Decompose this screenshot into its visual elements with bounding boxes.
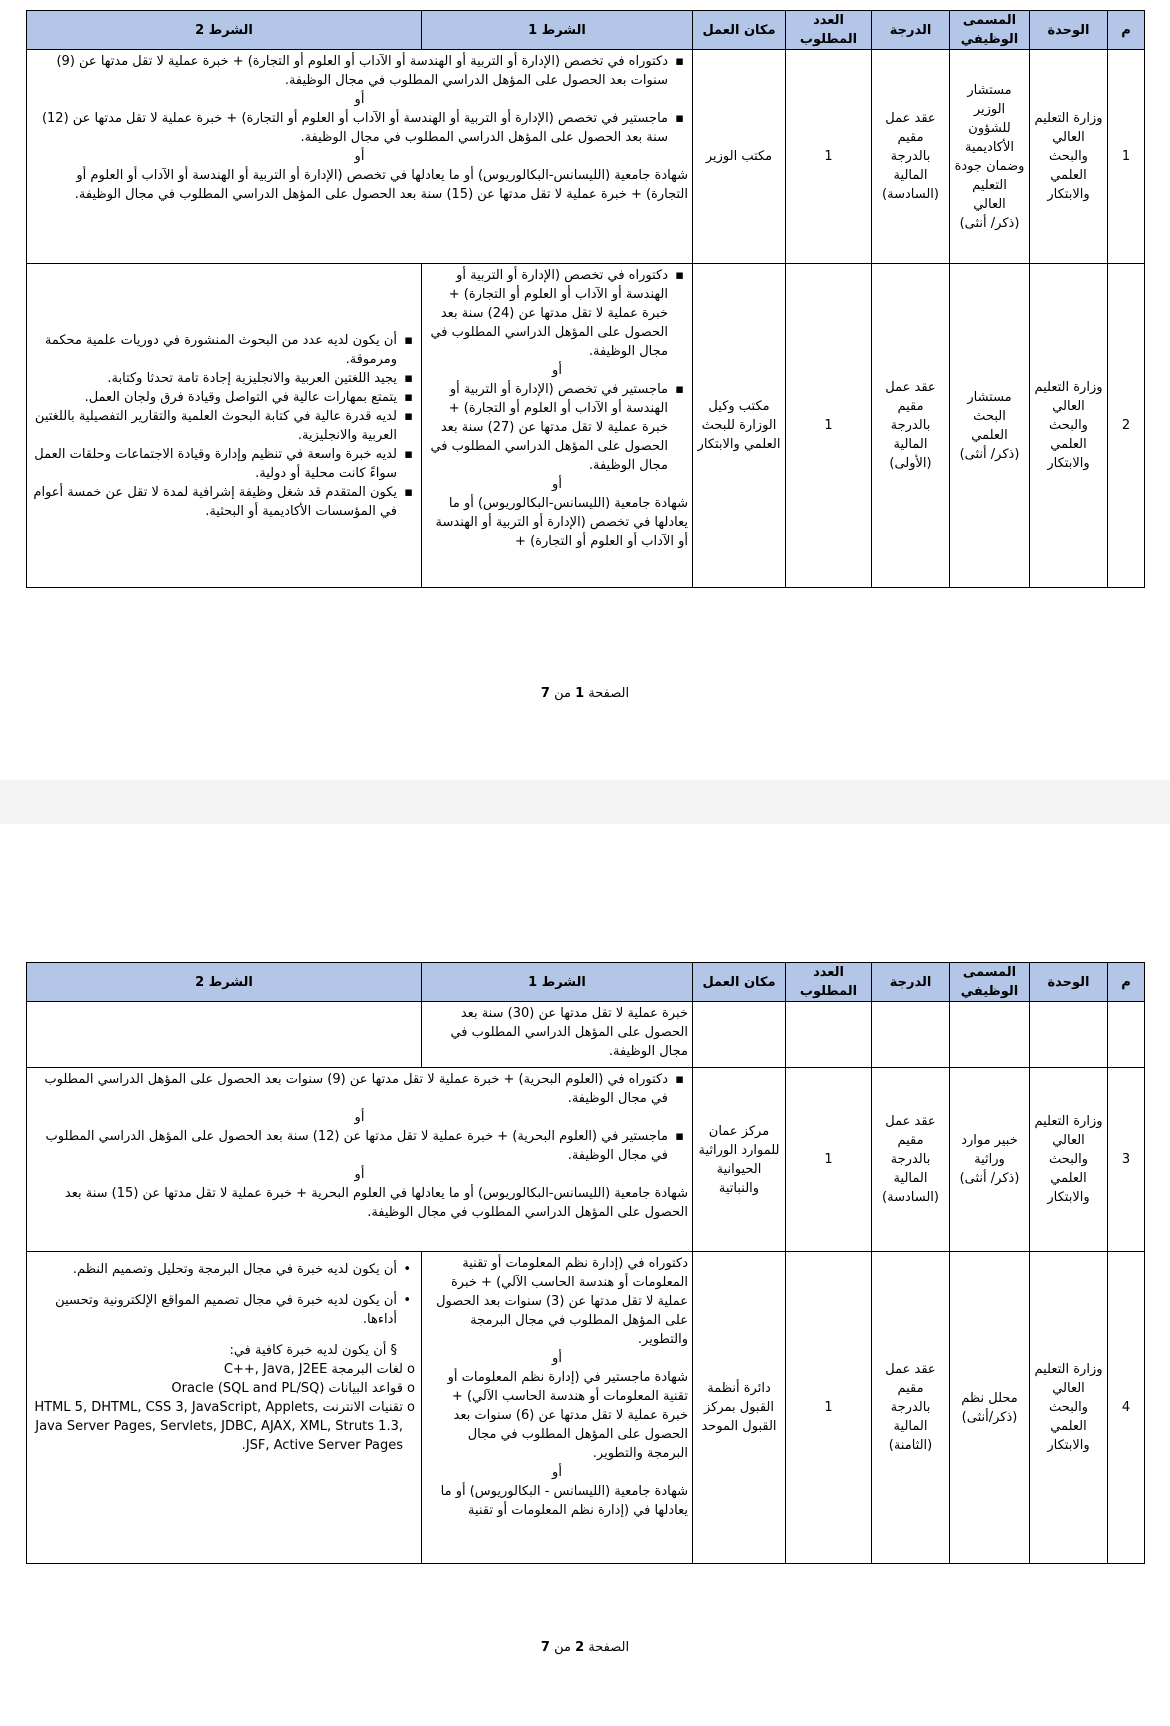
footer-of: من	[554, 686, 571, 701]
job-title-cell	[950, 1068, 1030, 1252]
page-separator	[0, 780, 1170, 824]
footer-page-number: 2	[575, 1640, 585, 1655]
continued-condition: خبرة عملية لا تقل مدتها عن (30) سنة بعد الحصول على المؤهل الدراسي المطلوب في مجال الوظيفة.	[422, 1002, 693, 1068]
job-title-cell	[950, 264, 1030, 588]
place-cell: مركز عمان للموارد الوراثية الحيوانية والنباتية	[693, 1068, 786, 1252]
or-separator: أو	[354, 149, 365, 164]
condition-masters: شهادة ماجستير في (إدارة نظم المعلومات أو تقنية المعلومات أو هندسة الحاسب الآلي) + خبرة عملية لا تقل مدتها عن (6) سنوات بعد الحصول على المؤهل المطلوب في مجال البرمجة والتطوير.	[447, 1370, 688, 1461]
header-title: المسمى الوظيفي	[950, 11, 1030, 50]
header-m: م	[1108, 963, 1145, 1002]
condition-doctorate: ▪ دكتوراه في (العلوم البحرية) + خبرة عملية لا تقل مدتها عن (9) سنوات بعد الحصول على المؤهل الدراسي المطلوب في مجال الوظيفة.	[31, 1070, 688, 1108]
table-row-continued	[27, 1002, 1145, 1068]
requirement-item: • أن يكون لديه خبرة في مجال تصميم المواقع الإلكترونية وتحسين أداءها.	[31, 1291, 417, 1329]
job-title-cell	[950, 50, 1030, 264]
condition-doctorate: ▪ دكتوراه في تخصص (الإدارة أو التربية أو الهندسة أو الآداب أو العلوم أو التجارة) + خبرة عملية لا تقل مدتها عن (9) سنوات بعد الحصول على المؤهل الدراسي المطلوب في مجال الوظيفة.	[31, 52, 688, 90]
empty-cell	[950, 1002, 1030, 1068]
row-number: 1	[1108, 50, 1145, 264]
footer-total-pages: 7	[540, 1640, 550, 1655]
requirement-item: ▪ يتمتع بمهارات عالية في التواصل وقيادة فرق ولجان العمل.	[31, 388, 417, 407]
page-1	[0, 0, 1170, 780]
grade-cell: عقد عمل مقيم بالدرجة المالية (الثامنة)	[872, 1252, 950, 1564]
unit-cell: وزارة التعليم العالي والبحث العلمي والابتكار	[1030, 1252, 1108, 1564]
empty-cell	[1030, 1002, 1108, 1068]
requirement-item: ▪ أن يكون لديه عدد من البحوث المنشورة في دوريات علمية محكمة ومرموقة.	[31, 331, 417, 369]
grade-cell: عقد عمل مقيم بالدرجة المالية (الأولى)	[872, 264, 950, 588]
skill-item: o قواعد البيانات Oracle (SQL and PL/SQ)	[31, 1379, 417, 1398]
condition-masters: ▪ ماجستير في تخصص (الإدارة أو التربية أو الهندسة أو الآداب أو العلوم أو التجارة) + خبرة عملية لا تقل مدتها عن (27) سنة بعد الحصول على المؤهل الدراسي المطلوب في مجال الوظيفة.	[426, 380, 688, 475]
requirement-text: أن يكون لديه خبرة كافية في:	[229, 1343, 387, 1358]
conditions-cell	[27, 1068, 693, 1252]
header-place: مكان العمل	[693, 11, 786, 50]
header-row	[27, 11, 1145, 50]
row-number: 2	[1108, 264, 1145, 588]
header-title: المسمى الوظيفي	[950, 963, 1030, 1002]
requirement-item: ▪ لديه خبرة واسعة في تنظيم وإدارة وقيادة الاجتماعات وحلقات العمل سواءً كانت محلية أو دولية.	[31, 445, 417, 483]
footer-page-number: 1	[575, 686, 585, 701]
or-separator: أو	[552, 363, 562, 378]
header-place: مكان العمل	[693, 963, 786, 1002]
header-grade: الدرجة	[872, 963, 950, 1002]
footer-prefix: الصفحة	[588, 686, 630, 701]
grade-cell: عقد عمل مقيم بالدرجة المالية (السادسة)	[872, 1068, 950, 1252]
count-cell: 1	[786, 264, 872, 588]
grade-cell: عقد عمل مقيم بالدرجة المالية (السادسة)	[872, 50, 950, 264]
count-cell: 1	[786, 50, 872, 264]
header-cond2: الشرط 2	[27, 11, 422, 50]
condition-masters: ▪ ماجستير في تخصص (الإدارة أو التربية أو الهندسة أو الآداب أو العلوم أو التجارة) + خبرة عملية لا تقل مدتها عن (12) سنة بعد الحصول على المؤهل الدراسي المطلوب في مجال الوظيفة.	[31, 109, 688, 147]
header-cond1: الشرط 1	[422, 11, 693, 50]
section-mark: §	[390, 1343, 397, 1358]
gender: (ذكر/ أنثى)	[959, 215, 1020, 231]
job-title: مستشار الوزير للشؤون الأكاديمية وضمان جودة التعليم العالي	[954, 82, 1025, 212]
condition-doctorate: ▪ دكتوراه في تخصص (الإدارة أو التربية أو الهندسة أو الآداب أو العلوم أو التجارة) + خبرة عملية لا تقل مدتها عن (24) سنة بعد الحصول على المؤهل الدراسي المطلوب في مجال الوظيفة.	[426, 266, 688, 361]
condition-masters: ▪ ماجستير في (العلوم البحرية) + خبرة عملية لا تقل مدتها عن (12) سنة بعد الحصول على المؤهل الدراسي المطلوب في مجال الوظيفة.	[31, 1127, 688, 1165]
or-separator: أو	[354, 1167, 365, 1182]
job-title: محلل نظم	[961, 1390, 1018, 1406]
header-grade: الدرجة	[872, 11, 950, 50]
footer-prefix: الصفحة	[588, 1640, 630, 1655]
condition-bachelor: شهادة جامعية (الليسانس - البكالوريوس) أو ما يعادلها في (إدارة نظم المعلومات أو تقنية	[440, 1484, 688, 1518]
header-unit: الوحدة	[1030, 963, 1108, 1002]
place-cell: دائرة أنظمة القبول بمركز القبول الموحد	[693, 1252, 786, 1564]
header-m: م	[1108, 11, 1145, 50]
header-unit: الوحدة	[1030, 11, 1108, 50]
empty-cell	[786, 1002, 872, 1068]
job-title: خبير موارد وراثية	[961, 1133, 1018, 1167]
page-2	[0, 824, 1170, 1726]
empty-cell	[27, 1002, 422, 1068]
table-row	[27, 1068, 1145, 1252]
page-footer	[0, 686, 1170, 701]
table-row	[27, 264, 1145, 588]
requirement-item	[31, 1341, 417, 1360]
header-row	[27, 963, 1145, 1002]
page-footer	[0, 1640, 1170, 1655]
header-count: العدد المطلوب	[786, 11, 872, 50]
row-number: 3	[1108, 1068, 1145, 1252]
or-separator: أو	[552, 477, 562, 492]
condition-doctorate: دكتوراه في (إدارة نظم المعلومات أو تقنية المعلومات أو هندسة الحاسب الآلي) + خبرة عملية لا تقل مدتها عن (3) سنوات بعد الحصول على المؤهل المطلوب في مجال البرمجة والتطوير.	[436, 1256, 688, 1347]
count-cell: 1	[786, 1068, 872, 1252]
place-cell: مكتب الوزير	[693, 50, 786, 264]
footer-of: من	[554, 1640, 571, 1655]
header-count: العدد المطلوب	[786, 963, 872, 1002]
or-separator: أو	[354, 1110, 365, 1125]
condition1-cell	[422, 1252, 693, 1564]
empty-cell	[872, 1002, 950, 1068]
jobs-table-page-2	[26, 962, 1145, 1564]
count-cell: 1	[786, 1252, 872, 1564]
condition-bachelor: شهادة جامعية (الليسانس-البكالوريوس) أو ما يعادلها في العلوم البحرية + خبرة عملية لا تقل مدتها عن (15) سنة بعد الحصول على المؤهل الدراسي المطلوب في مجال الوظيفة.	[64, 1186, 688, 1220]
condition2-cell	[27, 1252, 422, 1564]
unit-cell: وزارة التعليم العالي والبحث العلمي والابتكار	[1030, 50, 1108, 264]
or-separator: أو	[354, 92, 365, 107]
header-cond2: الشرط 2	[27, 963, 422, 1002]
or-separator: أو	[552, 1465, 562, 1480]
requirement-item: • أن يكون لديه خبرة في مجال البرمجة وتحليل وتصميم النظم.	[31, 1260, 417, 1279]
footer-total-pages: 7	[540, 686, 550, 701]
header-cond1: الشرط 1	[422, 963, 693, 1002]
requirement-item: ▪ يجيد اللغتين العربية والانجليزية إجادة تامة تحدثا وكتابة.	[31, 369, 417, 388]
job-title-cell	[950, 1252, 1030, 1564]
unit-cell: وزارة التعليم العالي والبحث العلمي والابتكار	[1030, 264, 1108, 588]
gender: (ذكر/ أنثى)	[959, 1171, 1020, 1186]
job-title: مستشار البحث العلمي	[967, 389, 1012, 443]
jobs-table-page-1	[26, 10, 1145, 588]
condition1-cell	[422, 264, 693, 588]
empty-cell	[1108, 1002, 1145, 1068]
place-cell: مكتب وكيل الوزارة للبحث العلمي والابتكار	[693, 264, 786, 588]
requirement-item: ▪ لديه قدرة عالية في كتابة البحوث العلمية والتقارير التفصيلية باللغتين العربية والانجليزية.	[31, 407, 417, 445]
gender: (ذكر/أنثى)	[961, 1409, 1018, 1425]
conditions-cell	[27, 50, 693, 264]
condition-bachelor: شهادة جامعية (الليسانس-البكالوريوس) أو ما يعادلها في تخصص (الإدارة أو التربية أو الهندسة أو الآداب أو العلوم أو التجارة) +	[435, 496, 688, 549]
or-separator: أو	[552, 1351, 562, 1366]
skill-item: o تقنيات الانترنت HTML 5, DHTML, CSS 3, JavaScript, Applets, Java Server Pages, Servlets, JDBC, AJAX, XML, Struts 1.3, JSF, Active Server Pages.	[31, 1398, 417, 1455]
condition2-cell	[27, 264, 422, 588]
requirement-item: ▪ يكون المتقدم قد شغل وظيفة إشرافية لمدة لا تقل عن خمسة أعوام في المؤسسات الأكاديمية أو البحثية.	[31, 483, 417, 521]
condition-bachelor: شهادة جامعية (الليسانس-البكالوريوس) أو ما يعادلها في تخصص (الإدارة أو التربية أو الهندسة أو الآداب أو العلوم أو التجارة) + خبرة عملية لا تقل مدتها عن (15) سنة بعد الحصول على المؤهل الدراسي المطلوب في مجال الوظيفة.	[74, 168, 688, 202]
empty-cell	[693, 1002, 786, 1068]
skill-item: o لغات البرمجة C++, Java, J2EE	[31, 1360, 417, 1379]
gender: (ذكر/ أنثى)	[959, 446, 1020, 462]
table-row	[27, 1252, 1145, 1564]
table-row	[27, 50, 1145, 264]
row-number: 4	[1108, 1252, 1145, 1564]
unit-cell: وزارة التعليم العالي والبحث العلمي والابتكار	[1030, 1068, 1108, 1252]
